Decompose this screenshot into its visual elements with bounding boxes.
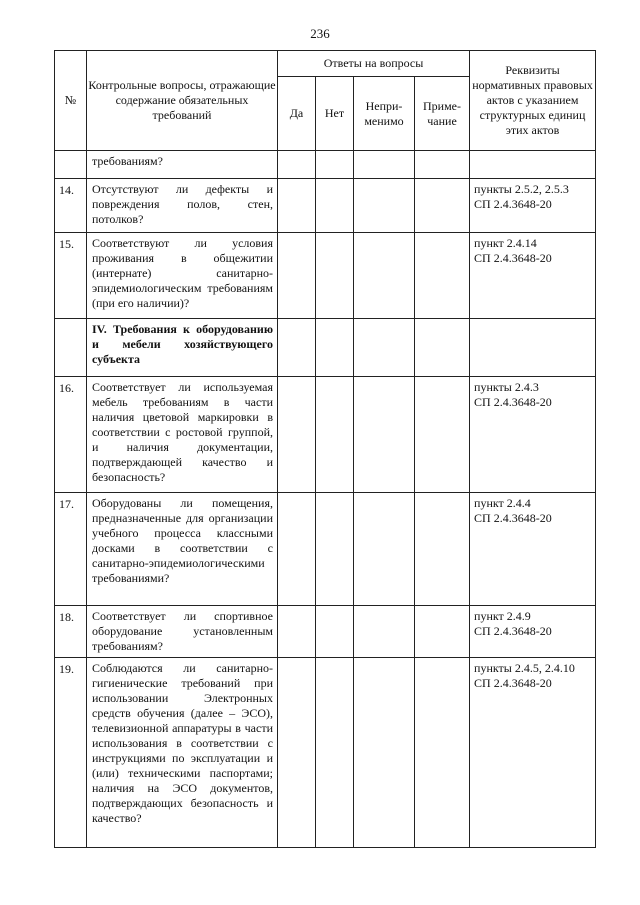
table-row — [55, 493, 596, 606]
answer-note-cell[interactable] — [415, 233, 470, 319]
answer-na-cell[interactable] — [354, 233, 415, 319]
requisites-text: пункты 2.4.3 СП 2.4.3648-20 — [470, 377, 596, 493]
row-number: 14. — [55, 179, 87, 233]
answer-note-cell[interactable] — [415, 179, 470, 233]
answer-yes-cell[interactable] — [278, 658, 316, 848]
row-number: 19. — [55, 658, 87, 848]
answer-no-cell[interactable] — [316, 233, 354, 319]
answer-note-cell[interactable] — [415, 658, 470, 848]
answer-no-cell[interactable] — [316, 493, 354, 606]
question-text: Соответствуют ли условия проживания в общежитии (интернате) санитарно-эпидемиологическим требованиям (при его наличии)? — [87, 233, 278, 319]
answer-no-cell[interactable] — [316, 151, 354, 179]
checklist-body — [55, 151, 596, 848]
question-text: Соблюдаются ли санитарно-гигиенические требований при использовании Электронных средств обучения (далее – ЭСО), телевизионной аппаратуры в части использования в соответствии с инструкциями по эксплуатации и (или) техническими паспортами; наличия на ЭСО документов, подтверждающих безопасность и качество? — [87, 658, 278, 848]
requisites-text: пункт 2.4.4 СП 2.4.3648-20 — [470, 493, 596, 606]
answer-note-cell[interactable] — [415, 319, 470, 377]
question-text: требованиям? — [87, 151, 278, 179]
answer-yes-cell[interactable] — [278, 179, 316, 233]
answer-no-cell[interactable] — [316, 377, 354, 493]
answer-no-cell[interactable] — [316, 179, 354, 233]
table-row — [55, 606, 596, 658]
section-row — [55, 319, 596, 377]
requisites-text: пункты 2.5.2, 2.5.3 СП 2.4.3648-20 — [470, 179, 596, 233]
answer-yes-cell[interactable] — [278, 606, 316, 658]
answer-no-cell[interactable] — [316, 319, 354, 377]
header-note: Приме- чание — [415, 77, 470, 151]
row-number: 17. — [55, 493, 87, 606]
header-not-applicable: Непри- менимо — [354, 77, 415, 151]
requisites-text — [470, 151, 596, 179]
answer-yes-cell[interactable] — [278, 377, 316, 493]
requisites-text: пункт 2.4.14 СП 2.4.3648-20 — [470, 233, 596, 319]
answer-na-cell[interactable] — [354, 493, 415, 606]
row-number: 15. — [55, 233, 87, 319]
answer-na-cell[interactable] — [354, 151, 415, 179]
table-row — [55, 179, 596, 233]
question-text: Соответствует ли используемая мебель требованиям в части наличия цветовой маркировки в соответствии с ростовой группой, и наличия документации, подтверждающей качество и безопасность? — [87, 377, 278, 493]
answer-no-cell[interactable] — [316, 658, 354, 848]
row-number: 16. — [55, 377, 87, 493]
requisites-text — [470, 319, 596, 377]
answer-yes-cell[interactable] — [278, 319, 316, 377]
checklist-table — [54, 50, 596, 848]
answer-note-cell[interactable] — [415, 493, 470, 606]
header-num: № — [55, 51, 87, 151]
row-number — [55, 319, 87, 377]
row-number: 18. — [55, 606, 87, 658]
table-row — [55, 233, 596, 319]
header-requisites: Реквизиты нормативных правовых актов с указанием структурных единиц этих актов — [470, 51, 596, 151]
answer-note-cell[interactable] — [415, 606, 470, 658]
answer-no-cell[interactable] — [316, 606, 354, 658]
answer-na-cell[interactable] — [354, 179, 415, 233]
answer-yes-cell[interactable] — [278, 493, 316, 606]
answer-na-cell[interactable] — [354, 377, 415, 493]
page-number: 236 — [310, 26, 330, 41]
row-number — [55, 151, 87, 179]
table-row — [55, 377, 596, 493]
answer-na-cell[interactable] — [354, 658, 415, 848]
answer-na-cell[interactable] — [354, 606, 415, 658]
header-question: Контрольные вопросы, отражающие содержание обязательных требований — [87, 51, 278, 151]
answer-na-cell[interactable] — [354, 319, 415, 377]
header-answers: Ответы на вопросы — [278, 51, 470, 77]
answer-yes-cell[interactable] — [278, 233, 316, 319]
section-title: IV. Требования к оборудованию и мебели хозяйствующего субъекта — [87, 319, 278, 377]
question-text: Соответствует ли спортивное оборудование установленным требованиям? — [87, 606, 278, 658]
header-no: Нет — [316, 77, 354, 151]
header-yes: Да — [278, 77, 316, 151]
answer-note-cell[interactable] — [415, 377, 470, 493]
table-row — [55, 151, 596, 179]
answer-note-cell[interactable] — [415, 151, 470, 179]
question-text: Отсутствуют ли дефекты и повреждения полов, стен, потолков? — [87, 179, 278, 233]
question-text: Оборудованы ли помещения, предназначенные для организации учебного процесса классными досками в соответствии с санитарно-эпидемиологическими требованиями? — [87, 493, 278, 606]
table-row — [55, 658, 596, 848]
answer-yes-cell[interactable] — [278, 151, 316, 179]
requisites-text: пункты 2.4.5, 2.4.10 СП 2.4.3648-20 — [470, 658, 596, 848]
requisites-text: пункт 2.4.9 СП 2.4.3648-20 — [470, 606, 596, 658]
